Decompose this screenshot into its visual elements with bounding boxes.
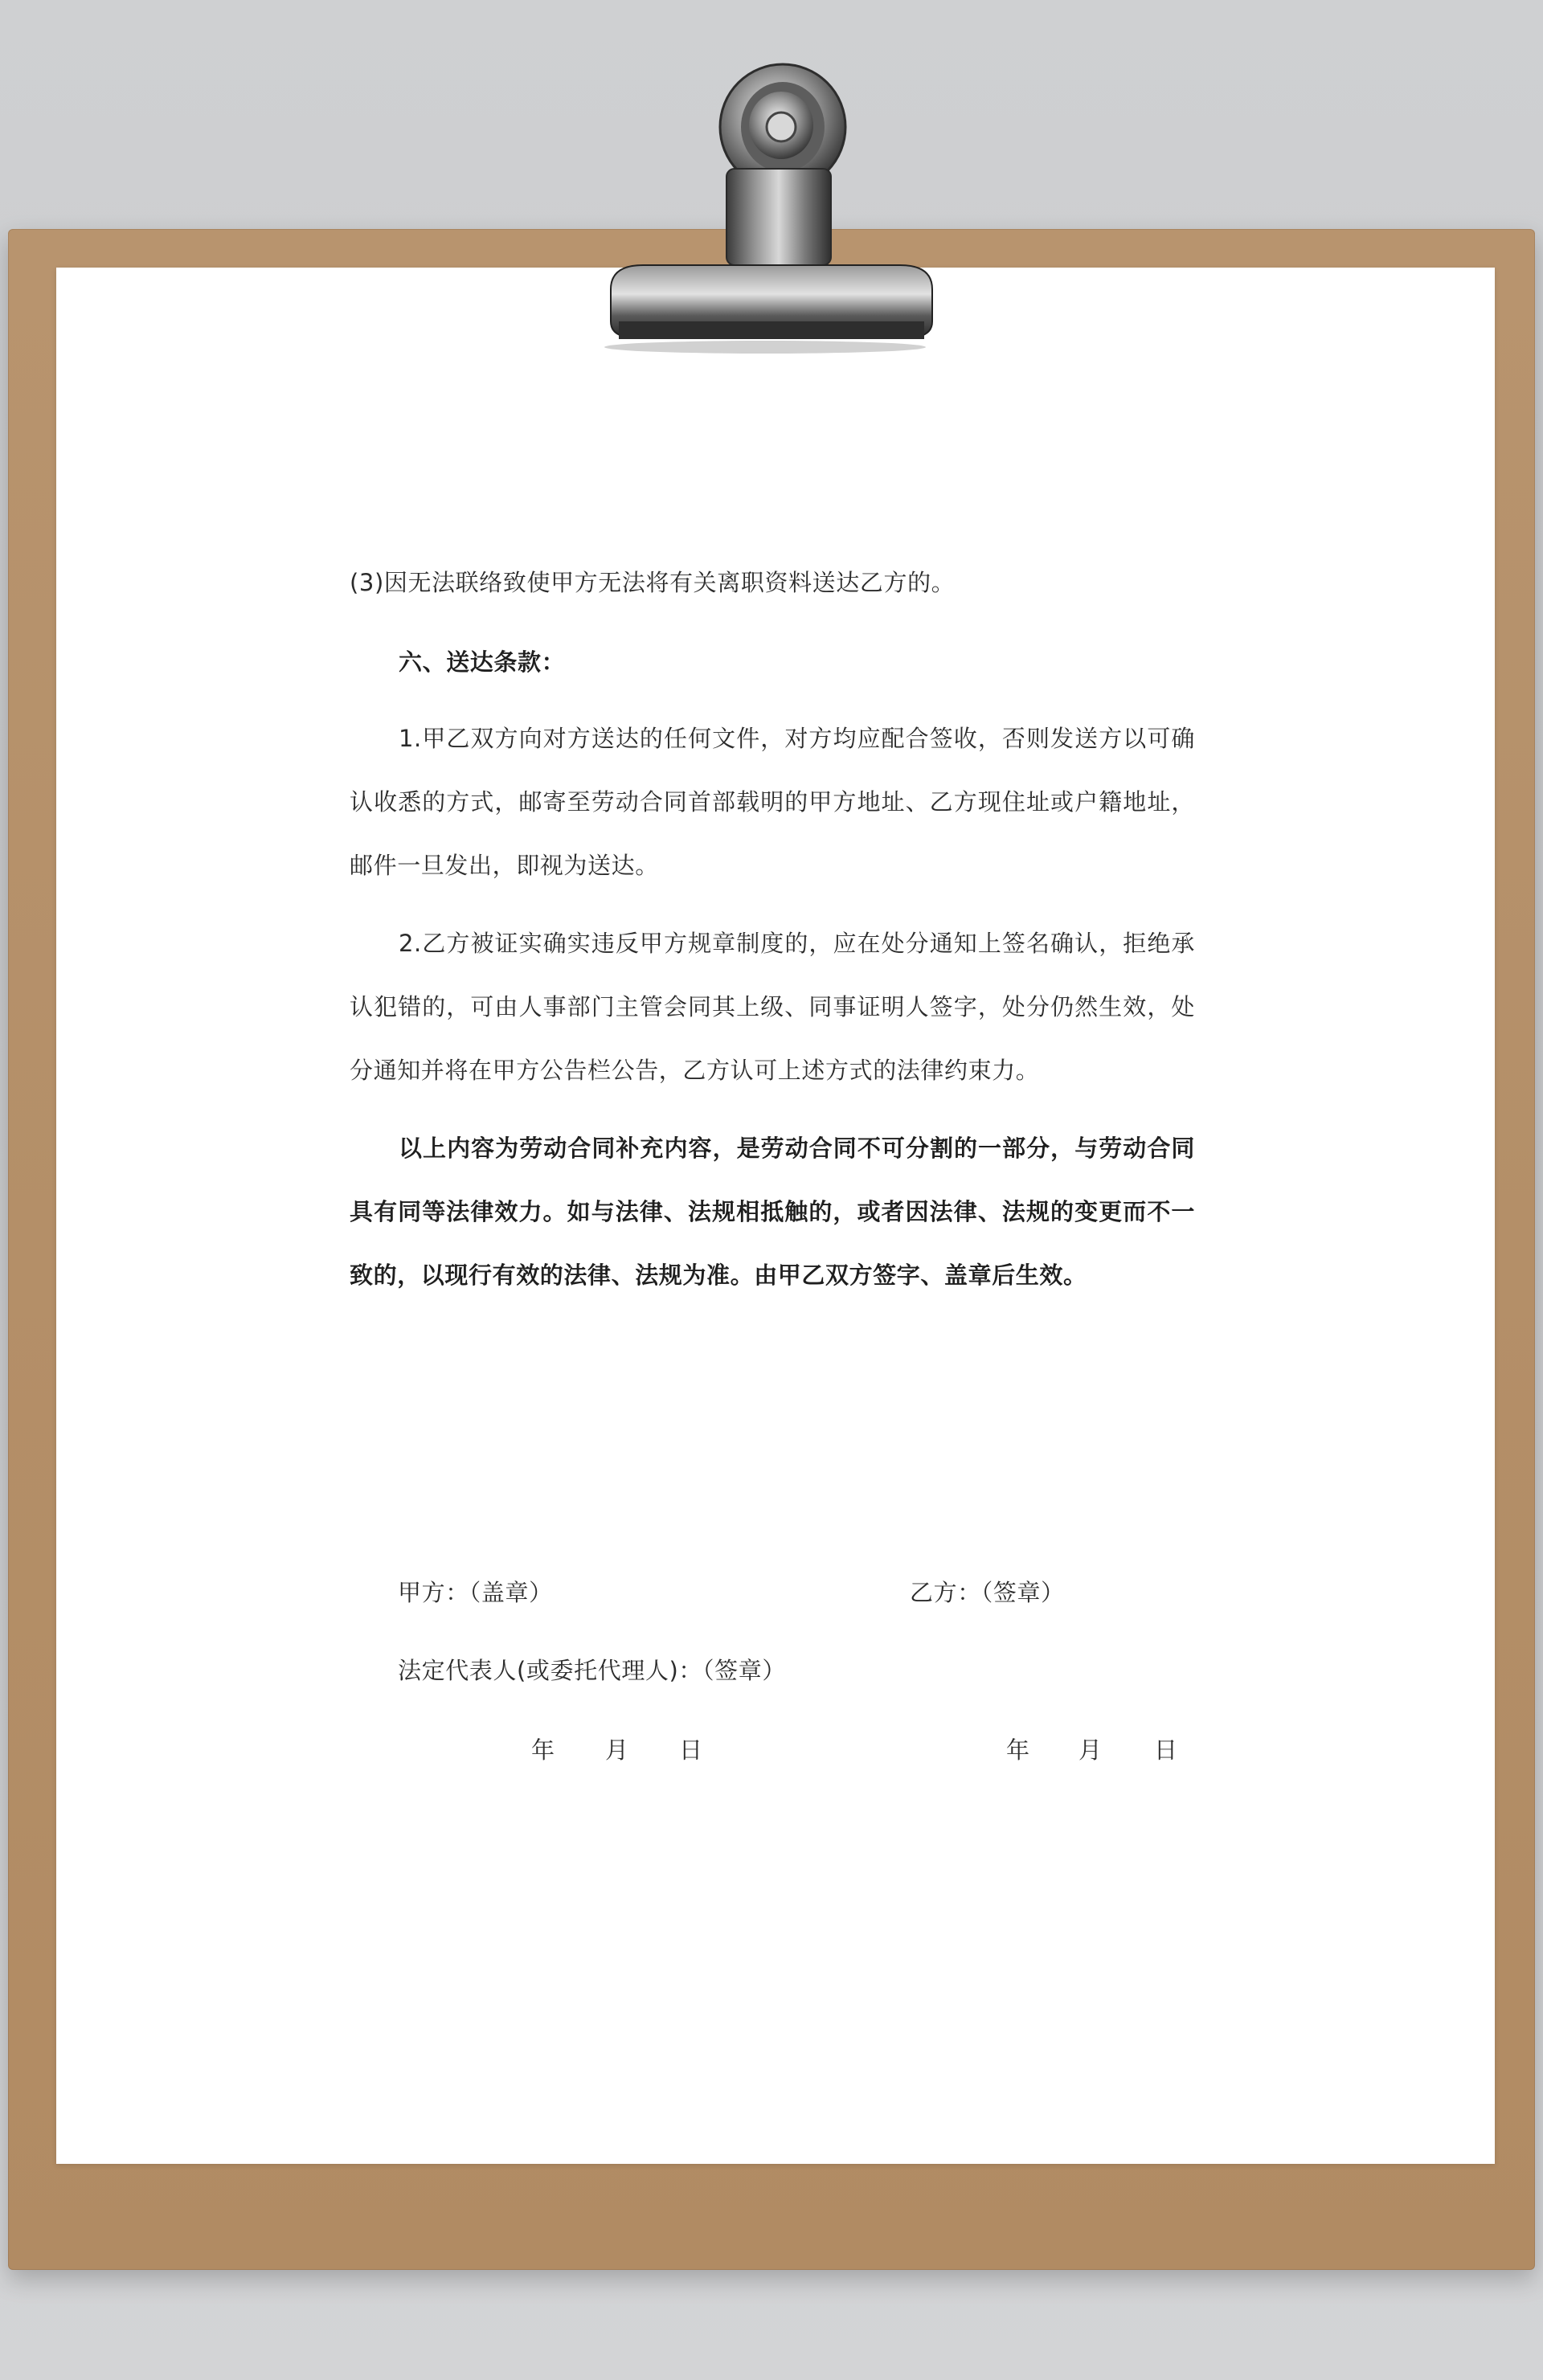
date-left-year: 年 xyxy=(531,1736,555,1764)
binder-clip-icon xyxy=(579,48,948,354)
item-3-text: (3)因无法联络致使甲方无法将有关离职资料送达乙方的。 xyxy=(350,569,956,596)
date-right-day: 日 xyxy=(1154,1736,1178,1764)
party-b-signature-label: 乙方：（签章） xyxy=(910,1579,1065,1606)
date-right-month: 月 xyxy=(1078,1736,1103,1764)
section-6-heading: 六、送达条款： xyxy=(399,648,566,676)
date-left-month: 月 xyxy=(605,1736,629,1764)
closing-paragraph: 以上内容为劳动合同补充内容，是劳动合同不可分割的一部分，与劳动合同具有同等法律效力。如与法律、法规相抵触的，或者因法律、法规的变更而不一致的，以现行有效的法律、法规为准。由甲乙双方签字、盖章后生效。 xyxy=(350,1135,1195,1289)
clause-2-paragraph: 2.乙方被证实确实违反甲方规章制度的，应在处分通知上签名确认，拒绝承认犯错的，可由人事部门主管会同其上级、同事证明人签字，处分仍然生效，处分通知并将在甲方公告栏公告，乙方认可上述方式的法律约束力。 xyxy=(350,930,1195,1084)
legal-representative-label: 法定代表人(或委托代理人)：（签章） xyxy=(398,1657,786,1684)
date-right-year: 年 xyxy=(1006,1736,1030,1764)
clause-1-paragraph: 1.甲乙双方向对方送达的任何文件，对方均应配合签收，否则发送方以可确认收悉的方式，邮寄至劳动合同首部载明的甲方地址、乙方现住址或户籍地址，邮件一旦发出，即视为送达。 xyxy=(350,725,1195,879)
date-left-day: 日 xyxy=(679,1736,703,1764)
party-a-signature-label: 甲方：（盖章） xyxy=(398,1579,553,1606)
